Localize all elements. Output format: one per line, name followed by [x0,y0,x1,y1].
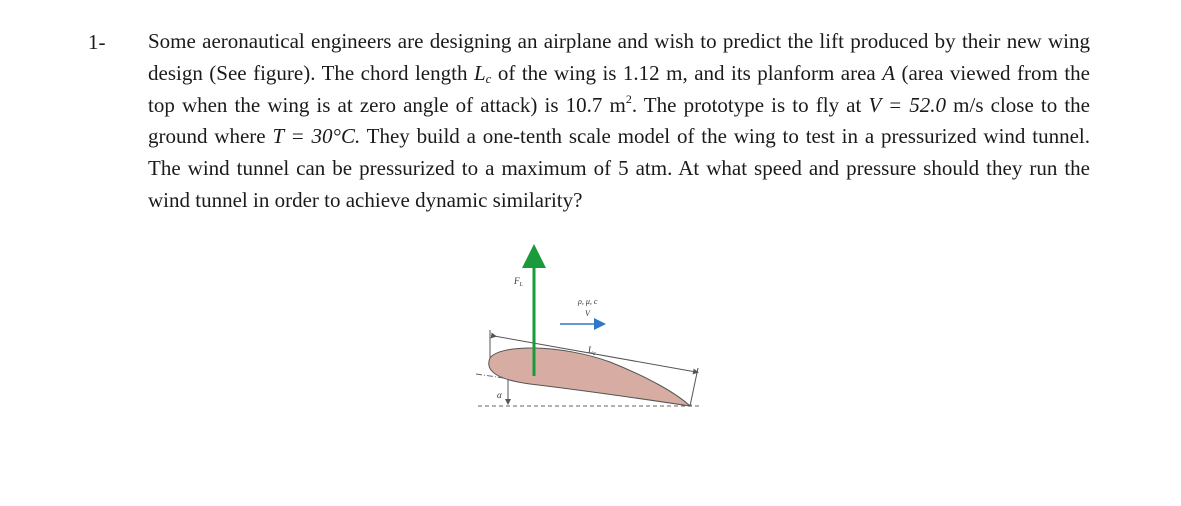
fluid-properties-label: ρ, μ, c [578,297,598,306]
chord-symbol: L [473,60,486,85]
chord-subscript: c [485,70,492,86]
problem-text-3: (area viewed from the top when the wing is at zero angle of attack) is 10.7 m [148,60,1090,117]
problem-text-2: of the wing is 1.12 m, and its planform area [491,60,883,85]
chord-label: $L_c$ [588,345,596,357]
velocity-label: V [585,309,590,318]
wing-figure [470,240,730,420]
problem-number: 1- [88,30,106,54]
problem-text-5: m/s close to the ground where [148,92,1090,149]
airfoil-diagram [470,240,730,420]
problem-statement [148,26,1090,217]
temperature-expression: T = 30°C. [272,124,361,149]
area-exponent: 2 [625,91,632,106]
speed-expression: V = 52.0 [868,92,947,117]
problem-text-4: . The prototype is to fly at [631,92,869,117]
problem-text-6: They build a one-tenth scale model of the wing to test in a pressurized wind tunnel. The wind tunnel can be pressurized to a maximum of 5 atm. At what speed and pressure should they run the wind tunnel in order to achieve dynamic similarity? [148,124,1090,212]
area-symbol: A [882,60,896,85]
angle-label: α [497,390,502,400]
lift-label: $F_L$ [514,276,523,288]
chord-extension-trailing [690,368,698,406]
problem-text-1: Some aeronautical engineers are designing an airplane and wish to predict the lift produced by their new wing design (See figure). The chord length [148,29,1090,85]
airfoil [489,348,690,406]
